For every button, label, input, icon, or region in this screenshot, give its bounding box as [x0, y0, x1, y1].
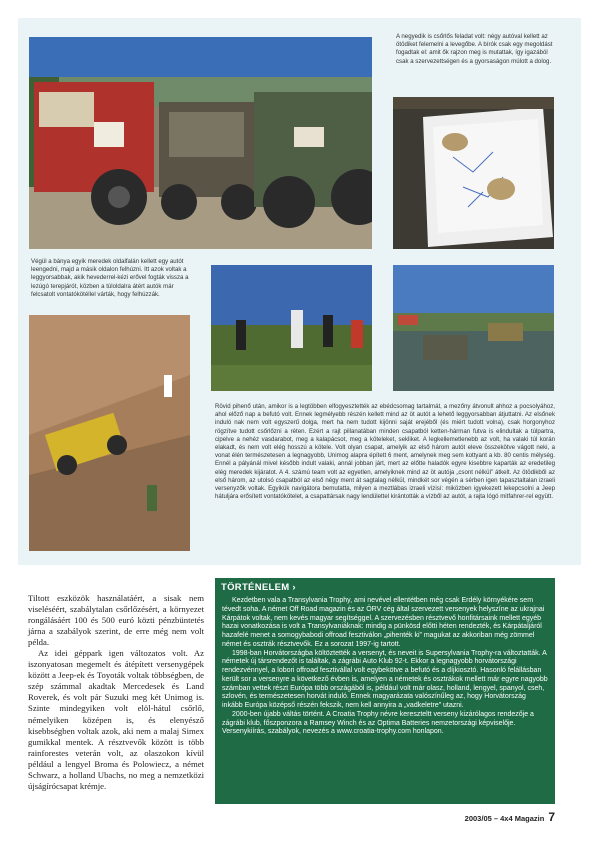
- history-paragraph: Kezdetben vala a Transylvania Trophy, ami nevével ellentétben még csak Erdély környékére sem tévedt soha. A német Off Road magazin és az ÖRV cég által szervezett versenyek helyszíne az ukrajnai Kárpátok voltak, nem kevés magyar segítséggel. A szervezésben résztvevő honfitársaink mellett egyéb hazai vonatkozása is volt a Transylvaniáknak: mindig a pünkösd előtti héten rendezték, és Kárpátaljáról hazafelé menet a somogybabodi offroad fesztiválon „pihenték ki” magukat az akkoriban még zömmel német és osztrák résztvevők. Ez a sorozat 1997-ig tartott.: [222, 597, 545, 648]
- caption-quarry-task: Végül a bánya egyik meredek oldalfalán kellett egy autót leengedni, majd a másik oldalon felhúzni. Itt azok voltak a leggyorsabbak, akik hevederrel-kézi erővel fogták vissza a lezúgó terepjárót, közben a túloldalra átért autók már felcsatolt vontatókötéllel várták, hogy felhúzzák.: [31, 258, 189, 298]
- caption-winch-task: A negyedik is csőrlős feladat volt: négy autóval kellett az ötödiket felemelni a levegőbe. A bírók csak egy megoldást fogadtak el: amit ők rajzon meg is mutattak, így igazából csak a szervezettségen és a gyorsaságon múlott a dolog.: [396, 33, 553, 65]
- body-paragraph: Tiltott eszközök használatáért, a sisak nem viseléséért, szabálytalan csőrlőzésért, a környezet rongálásáért 100 és 500 euró közti pénzbüntetés járna a szabályok szerint, de erre még nem volt példa.: [28, 593, 204, 648]
- photo-trucks-lineup: [29, 37, 372, 249]
- history-text: [222, 597, 548, 737]
- article-body: [28, 593, 204, 792]
- page-footer: [465, 810, 555, 824]
- body-paragraph: Az idei géppark igen változatos volt. Az iszonyatosan megemelt és átépített versenygépek között a Jeep-ek és Toyoták voltak többségben, de szép számmal akadtak Mercedesek és Land Roverek, és volt pár Suzuki meg két Unimog is. Szinte mindegyiken volt elöl-hátul csőrlő, némelyiken középen is, és elenyésző kisebbségben voltak azok, aki nem a malaj Simex gumikkal mentek. A résztvevők között is több rainforestes veterán volt, az olaszokon kívül például a lengyel Broma és Polowiecz, a német Schwarz, a holland Ubachs, no meg a nemzetközi újságírócsapat krémje.: [28, 648, 204, 791]
- caption-water-task: Rövid pihenő után, amikor is a legtöbben elfogyesztették az ebédcsomag tartalmát, a mezőny átvonult ahhoz a pocsolyához, ahol előző nap a befutó volt. Ennek legmélyebb részén kellett mind az öt autót a lehető leggyorsabban átjuttatni. Az elsőnek induló nak nem volt egyszerű dolga, mert ha nem tudott kijönni saját erejéből (és miért tudott volna), csak horgonyhoz rögzítve tudott csőrlőzni a réten. Ezért a rajt pillanatában minden csapatból ketten-hárman futva is elindultak a túlpartra, cipelve a nehéz vasdarabot, meg a kalapácsot, meg a köteleket, sekliket. A legkellemetlenebb az volt, ha valaki túl korán elakadt, és nem volt elég hosszú a kötele. Volt olyan csapat, amelyik az első három autót eleve összekötve vágott neki, a vonat élén természetesen a legnagyobb, Unimog alapra épített 6 ment, amelynek meg sem kottyant a kb. 80 centis mélység. Ennél a pályánál mivel később indult valaki, annál jobban járt, mert az előtte haladók egyre kisebbre kaparták az eredetileg elég meredek kijáratot. A 4. számú team volt az egyetlen, amelyiknek mind az öt autója „csont nélkül” átkelt. Az ötödikből az első három, az utolsó csapatból az első négy ment át sagtalag nélkül, mindkét sor végén a sérben igen tapasztaltalan izraeli versenyzők voltak. Egyikük navigátora bemutatta, milyen a meztlábas izraeli vízisí: miközben igyekezett lekepcsolni a Jeep hátuljára erősített vontatókötelet, a csapattársak nagy lendülettel kirántották a vízből az autót, a rajta lógó mitfahrer-rel együtt.: [215, 403, 555, 501]
- issue-label: 2003/05 – 4x4 Magazin: [464, 814, 545, 823]
- history-title: TÖRTÉNELEM ›: [221, 582, 296, 593]
- photo-quarry-slope: [29, 315, 190, 551]
- photo-water-crossing: [393, 265, 554, 391]
- history-box: [215, 578, 555, 804]
- page-number: 7: [548, 810, 555, 824]
- history-paragraph: 2000-ben újabb váltás történt. A Croatia Trophy névre kereszteltt verseny kizárólagos rendezője a zágrábi klub, főszponzora a Ramsey Winch és az Optima Batteries nemzetországi képviselője. Versenykiírás, szabályok, nevezés a www.croatia-trophy.com honlapon.: [222, 710, 534, 736]
- history-paragraph: 1998-ban Horvátországba költöztették a versenyt, és neveit is Supersylvania Trophy-ra változtatták. A németek új társrendezőt is találtak, a zágrábi Auto Klub 92-t. Ekkor a legnagyobb horvátországi rendezvénnyel, a lobori offroad fesztivállal volt egybekötve a befutó és a díjkiosztó. Hasonló felállásban került sor a versenyre a következő évben is, amelyen a németek és osztrákok mellett már egyre nagyobb számban vettek részt Európa több országából is, például volt már olasz, holland, lengyel, spanyol, cseh, szlovén, és természetesen horvát induló. Ennek magyarázata valószínűleg az, hogy Horvátország inkább Európa középső részén fekszik, nem kell annyira a „vadkeletre” utazni.: [222, 649, 548, 709]
- photo-paper-drawing: [393, 97, 554, 249]
- photo-crew-running: [211, 265, 372, 391]
